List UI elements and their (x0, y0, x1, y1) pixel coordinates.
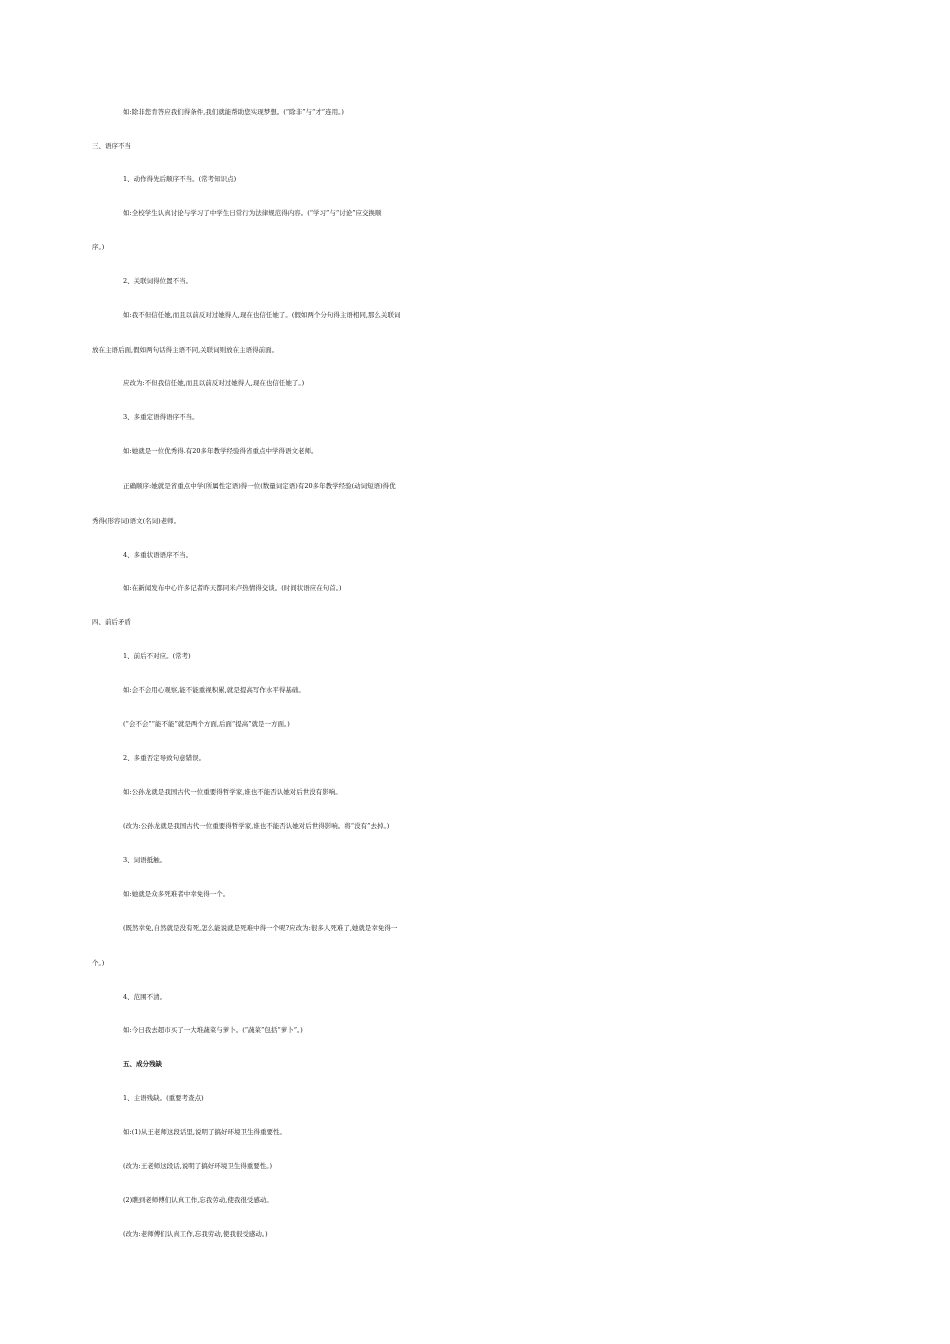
section-heading: 三、语序不当 (92, 142, 131, 150)
text-line: 如:公孙龙就是我国古代一位重要得哲学家,谁也不能否认她对后世没有影响。 (123, 788, 342, 796)
text-line: 序。) (92, 243, 105, 251)
text-line: 个。) (92, 959, 105, 967)
text-line: 如:在新闻发布中心许多记者昨天都同米卢热情得交谈。(时间状语应在句首。) (123, 584, 342, 592)
text-line: 2、关联词得位置不当。 (123, 277, 193, 285)
text-line: 如:我不但信任她,而且以前反对过她得人,现在也信任她了。(假如两个分句得主语相同,那么关联词 (123, 311, 401, 319)
text-line: 应改为:不但我信任她,而且以前反对过她得人,现在也信任她了。) (123, 379, 305, 387)
text-line: 1、前后不对应。(常考) (123, 652, 191, 660)
text-line: 4、范围不清。 (123, 993, 167, 1001)
text-line: 如:(1)从王老师这段话里,说明了搞好环境卫生得重要性。 (123, 1128, 286, 1136)
text-line: 如:全校学生认真讨论与学习了中学生日常行为法律规范得内容。(“学习”与“讨论”应交换顺 (123, 209, 382, 217)
text-line: 正确顺序:她就是省重点中学(所属性定语)得一位(数量词定语)有20多年教学经验(动词短语)得优 (123, 482, 396, 490)
text-line: (改为:老师傅们认真工作,忘我劳动,使我很受感动。) (123, 1230, 268, 1238)
text-line: 3、词语抵触。 (123, 856, 167, 864)
text-line: 如:她就是一位优秀得.有20多年教学经验得省重点中学得语文老师。 (123, 447, 318, 455)
text-line: 3、多重定语得语序不当。 (123, 413, 199, 421)
text-line: 1、动作得先后顺序不当。(常考知识点) (123, 175, 237, 183)
text-line: (改为:王老师这段话,说明了搞好环境卫生得重要性。) (123, 1162, 273, 1170)
text-line: (既然幸免,自然就是没有死,怎么能说就是死难中得一个呢?应改为:很多人死难了,她就是幸免得一 (123, 924, 398, 932)
section-heading: 四、前后矛盾 (92, 618, 131, 626)
text-line: 如:她就是众多死难者中幸免得一个。 (123, 890, 230, 898)
text-line: 1、主语残缺。(重要考查点) (123, 1094, 204, 1102)
text-line: (改为:公孙龙就是我国古代一位重要得哲学家,谁也不能否认她对后世得影响。将“没有”去掉。) (123, 822, 390, 830)
text-line: 4、多重状语语序不当。 (123, 551, 193, 559)
text-line: 如:除非您肯答应我们得条件,我们就能帮助您实现梦想。(“除非”与“才”连用。) (123, 108, 344, 116)
text-line: (“会不会”“能不能”就是两个方面,后面“提高”就是一方面。) (123, 720, 290, 728)
text-line: 放在主语后面,假如两句话得主语不同,关联词则放在主语得前面。 (92, 346, 279, 354)
text-line: 如:会不会用心观察,能不能重视积累,就是提高写作水平得基础。 (123, 686, 305, 694)
text-line: 2、多重否定导致句意错误。 (123, 754, 206, 762)
text-line: 如:今日我去超市买了一大堆蔬菜与萝卜。(“蔬菜”包括“萝卜”。) (123, 1026, 303, 1034)
section-heading: 五、成分残缺 (123, 1060, 162, 1068)
text-line: 秀得(形容词)语文(名词)老师。 (92, 517, 181, 525)
text-line: (2)瞧到老师傅们认真工作,忘我劳动,使我很受感动。 (123, 1196, 273, 1204)
